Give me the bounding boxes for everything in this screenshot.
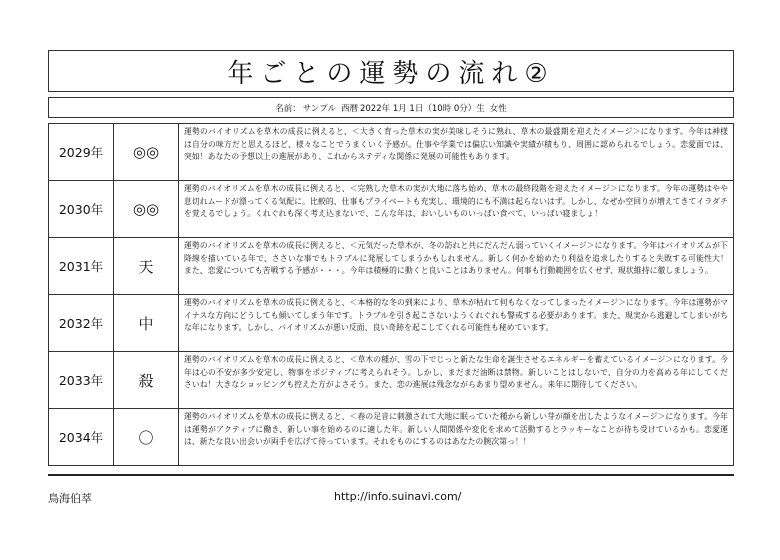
fortune-description: 運勢のバイオリズムを草木の成長に例えると、＜本格的な冬の到来により、草木が枯れて何もなくなってしまったイメージ＞になります。今年は運勢がマイナスな方向にどうしても傾いてしまう年です。トラブルを引き起こさないようくれぐれも警戒する必要があります。また、現実から逃避してしまいがちな年になります。しかし、バイオリズムが悪い反面、良い奇跡を起こしてくれる可能性も秘めています。 — [179, 295, 734, 352]
table-row — [49, 409, 734, 466]
fortune-description: 運勢のバイオリズムを草木の成長に例えると、＜完熟した草木の実が大地に落ち始め、草木の最終段階を迎えたイメージ＞になります。今年の運勢はやや息切れムードが漂ってくる気配に。比較的、仕事もプライベートも充実し、環境的にも不満は起らないはず。しかし、なぜか空回りが増えてきてイラダチを覚えるでしょう。くれぐれも深く考え込まないで、こんな年は、おいしいものいっぱい食べて、いっぱい寝ましょ！ — [179, 181, 734, 238]
footer-author: 鳥海伯萃 — [48, 492, 92, 505]
birth-date: 2022年 1月 1日（10時 0分）生 — [359, 103, 485, 114]
name-value: サンプル — [302, 103, 336, 114]
year-cell: 2030年 — [49, 181, 114, 238]
fortune-description: 運勢のバイオリズムを草木の成長に例えると、＜元気だった草木が、冬の訪れと共にだんだん弱っていくイメージ＞になります。今年はバイオリズムが下降線を描いている年で、ささいな事でもトラブルに発展してしまうかもしれません。新しく何かを始めたり利益を追求したりすると失敗する可能性大！また、恋愛についても苦戦する予感が・・・。今年は積極的に動くと良いことはありません。何事も行動範囲を広くせず、現状維持に徹しましょう。 — [179, 238, 734, 295]
fortune-mark: 〇 — [114, 409, 179, 466]
gender-value: 女性 — [489, 103, 507, 114]
year-cell: 2032年 — [49, 295, 114, 352]
table-row — [49, 295, 734, 352]
year-cell: 2031年 — [49, 238, 114, 295]
table-row — [49, 124, 734, 181]
year-cell: 2034年 — [49, 409, 114, 466]
name-label: 名前： — [275, 103, 301, 114]
profile-info-bar — [48, 97, 734, 118]
birth-label: 西暦 — [340, 103, 358, 114]
year-cell: 2033年 — [49, 352, 114, 409]
fortune-description: 運勢のバイオリズムを草木の成長に例えると、＜草木の種が、雪の下でじっと新たな生命を誕生させるエネルギーを蓄えているイメージ＞になります。今年は心の不安が多少安定し、物事をポジティブに考えられそう。しかし、まだまだ油断は禁物。新しいことはしないで、自分の力を高める年にしてくださいね！大きなショッピングも控えた方がよさそう。また、恋の進展は残念ながらあまり望めません。来年に期待してください。 — [179, 352, 734, 409]
fortune-mark: 殺 — [114, 352, 179, 409]
fortune-mark: ◎◎ — [114, 181, 179, 238]
fortune-description: 運勢のバイオリズムを草木の成長に例えると、＜大きく育った草木の実が美味しそうに熟れ、草木の最盛期を迎えたイメージ＞になります。今年は神様は自分の味方だと思えるほど、様々なことでうまくいく予感が。仕事や学業では偏広い知識や実績が積もり、周囲に認められるでしょう。恋愛面では、突如！あなたの予想以上の進展があり、これからステディな関係に発展の可能性もあります。 — [179, 124, 734, 181]
fortune-description: 運勢のバイオリズムを草木の成長に例えると、＜春の足音に刺激されて大地に眠っていた種から新しい芽が顔を出したようなイメージ＞になります。今年は運勢がアクティブに働き、新しい事を始めるのに適した年。新しい人間関係や変化を求めて活動するとラッキーなことが待ち受けているかも。恋愛運は、新たな良い出会いが両手を広げて待っています。それをものにするのはあなたの腕次第っ！！ — [179, 409, 734, 466]
table-row — [49, 238, 734, 295]
fortune-mark: 天 — [114, 238, 179, 295]
fortune-mark: ◎◎ — [114, 124, 179, 181]
footer-divider — [48, 474, 734, 476]
table-row — [49, 352, 734, 409]
fortune-mark: 中 — [114, 295, 179, 352]
table-row — [49, 181, 734, 238]
fortune-table — [48, 123, 734, 466]
footer-url-link[interactable]: http://info.suinavi.com/ — [334, 490, 462, 503]
page-title: 年ごとの運勢の流れ② — [48, 50, 734, 92]
year-cell: 2029年 — [49, 124, 114, 181]
